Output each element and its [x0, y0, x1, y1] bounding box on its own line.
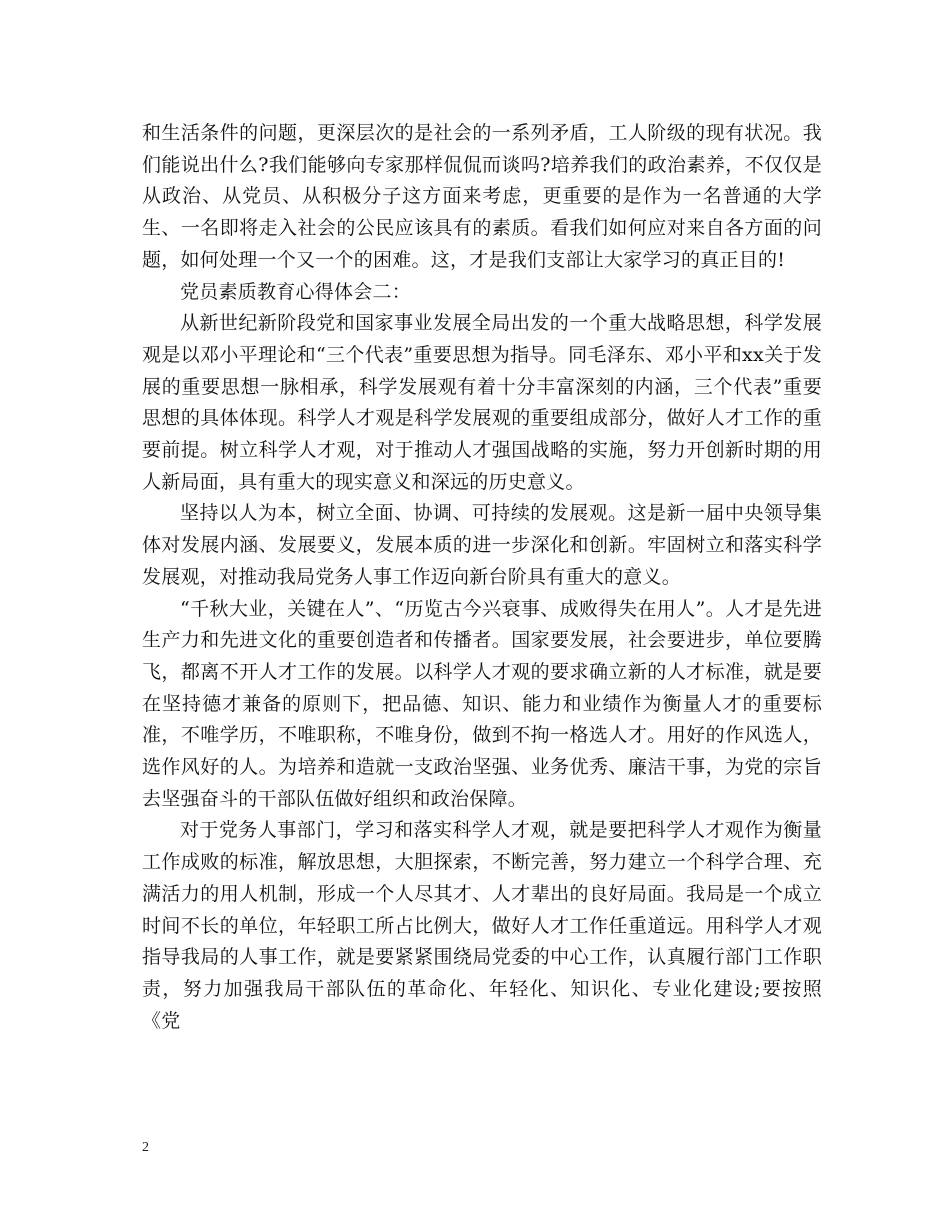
- section-heading: 党员素质教育心得体会二：: [180, 280, 412, 303]
- paragraph: 坚持以人为本，树立全面、协调、可持续的发展观。这是新一届中央领导集体对发展内涵、发展要义，发展本质的进一步深化和创新。牢固树立和落实科学发展观，对推动我局党务人事工作迈向新台阶具有重大的意义。: [142, 502, 822, 588]
- paragraph: 对于党务人事部门，学习和落实科学人才观，就是要把科学人才观作为衡量工作成败的标准，解放思想，大胆探索，不断完善，努力建立一个科学合理、充满活力的用人机制，形成一个人尽其才、人才辈出的良好局面。我局是一个成立时间不长的单位，年轻职工所占比例大，做好人才工作任重道远。用科学人才观指导我局的人事工作，就是要紧紧围绕局党委的中心工作，认真履行部门工作职责，努力加强我局干部队伍的革命化、年轻化、知识化、专业化建设;要按照《党: [142, 819, 822, 1032]
- page-number: 2: [142, 1140, 149, 1155]
- document-body: [142, 118, 822, 1037]
- paragraph: 从新世纪新阶段党和国家事业发展全局出发的一个重大战略思想，科学发展观是以邓小平理论和“三个代表”重要思想为指导。同毛泽东、邓小平和xx关于发展的重要思想一脉相承，科学发展观有着十分丰富深刻的内涵，三个代表”重要思想的具体体现。科学人才观是科学发展观的重要组成部分，做好人才工作的重要前提。树立科学人才观，对于推动人才强国战略的实施，努力开创新时期的用人新局面，具有重大的现实意义和深远的历史意义。: [142, 312, 822, 493]
- paragraph-continuation: 和生活条件的问题，更深层次的是社会的一系列矛盾，工人阶级的现有状况。我们能说出什么?我们能够向专家那样侃侃而谈吗?培养我们的政治素养，不仅仅是从政治、从党员、从积极分子这方面来考虑，更重要的是作为一名普通的大学生、一名即将走入社会的公民应该具有的素质。看我们如何应对来自各方面的问题，如何处理一个又一个的困难。这，才是我们支部让大家学习的真正目的!: [142, 122, 822, 271]
- paragraph: “千秋大业，关键在人”、“历览古今兴衰事、成败得失在用人”。人才是先进生产力和先进文化的重要创造者和传播者。国家要发展，社会要进步，单位要腾飞，都离不开人才工作的发展。以科学人才观的要求确立新的人才标准，就是要在坚持德才兼备的原则下，把品德、知识、能力和业绩作为衡量人才的重要标准，不唯学历，不唯职称，不唯身份，做到不拘一格选人才。用好的作风选人，选作风好的人。为培养和造就一支政治坚强、业务优秀、廉洁干事，为党的宗旨去坚强奋斗的干部队伍做好组织和政治保障。: [142, 597, 822, 810]
